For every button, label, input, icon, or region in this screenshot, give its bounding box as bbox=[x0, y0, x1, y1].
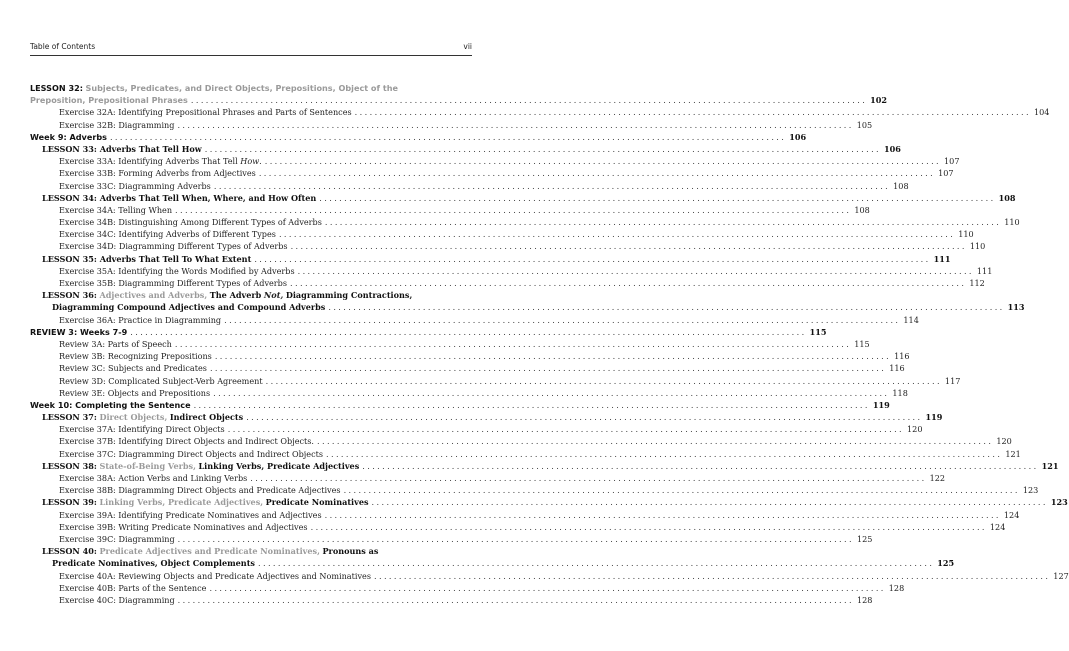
toc-review-3 bbox=[30, 326, 827, 338]
toc-review-item bbox=[30, 375, 961, 387]
lesson-topic: Adjectives and Adverbs, bbox=[99, 290, 208, 301]
dot-leader: ........................................................................................................................................ bbox=[175, 204, 852, 215]
exercise-label: Exercise 39C: Diagramming bbox=[59, 533, 175, 544]
toc-exercise bbox=[30, 228, 974, 240]
toc-lesson-32-cont bbox=[30, 94, 888, 106]
entry-page: 124 bbox=[989, 521, 1006, 532]
exercise-label: Exercise 37C: Diagramming Direct Objects and Indirect Objects bbox=[59, 448, 324, 459]
toc-exercise bbox=[30, 167, 954, 179]
header-rule bbox=[30, 55, 472, 56]
toc-lesson-32 bbox=[30, 82, 470, 94]
exercise-label: Exercise 40C: Diagramming bbox=[59, 594, 175, 605]
lesson-label: LESSON 34: Adverbs That Tell When, Where, and How Often bbox=[42, 192, 317, 203]
toc-lesson-39: LESSON 39: Linking Verbs, Predicate Adjectives, Predicate Nominatives ........................................................................................................................................ 123 bbox=[42, 497, 1068, 508]
running-head-title: Table of Contents bbox=[30, 42, 96, 51]
exercise-label: Exercise 35B: Diagramming Different Types of Adverbs bbox=[59, 278, 288, 288]
entry-page: 120 bbox=[907, 424, 923, 435]
lesson-label: LESSON 33: Adverbs That Tell How bbox=[42, 143, 202, 154]
toc-exercise bbox=[30, 594, 873, 606]
toc-exercise bbox=[30, 180, 909, 192]
toc-exercise bbox=[30, 570, 1069, 582]
toc-exercise bbox=[30, 240, 986, 252]
toc-lesson-33 bbox=[30, 143, 901, 155]
exercise-label: Exercise 40B: Parts of the Sentence bbox=[59, 582, 207, 593]
entry-page: 125 bbox=[937, 558, 955, 569]
toc-review-item bbox=[30, 350, 910, 362]
week-label: Week 9: Adverbs bbox=[30, 131, 107, 142]
toc-exercise bbox=[30, 484, 1039, 496]
toc-exercise bbox=[30, 277, 985, 289]
review-label: REVIEW 3: Weeks 7-9 bbox=[30, 326, 128, 337]
toc-exercise bbox=[30, 265, 993, 277]
toc-lesson-40: LESSON 40: Predicate Adjectives and Predicate Nominatives, Pronouns as bbox=[42, 546, 379, 557]
exercise-label: Exercise 39B: Writing Predicate Nominatives and Adjectives bbox=[59, 521, 308, 532]
toc-week-10 bbox=[30, 399, 890, 411]
entry-page: 122 bbox=[929, 473, 946, 483]
dot-leader: ........................................................................................................................................ bbox=[213, 387, 890, 398]
exercise-label: Exercise 34A: Telling When bbox=[59, 204, 173, 215]
entry-page: 104 bbox=[1033, 107, 1050, 118]
toc-lesson-36: LESSON 36: Adjectives and Adverbs, The Adverb Not, Diagramming Contractions, bbox=[42, 290, 413, 301]
dot-leader: ........................................................................................................................................ bbox=[254, 253, 931, 264]
dot-leader: ........................................................................................................................................ bbox=[264, 156, 942, 167]
dot-leader: ........................................................................................................................................ bbox=[193, 399, 870, 410]
toc-exercise bbox=[30, 533, 873, 545]
toc-lesson-38: LESSON 38: State-of-Being Verbs, Linking Verbs, Predicate Adjectives ........................................................................................................................................ 121 bbox=[42, 460, 1059, 471]
entry-page: 120 bbox=[996, 436, 1012, 447]
entry-page: 107 bbox=[938, 168, 954, 179]
lesson-topic: Predicate Adjectives and Predicate Nominatives, bbox=[99, 546, 320, 557]
toc-week-9 bbox=[30, 131, 807, 143]
dot-leader: ........................................................................................................................................ bbox=[213, 180, 891, 191]
entry-page: 118 bbox=[892, 387, 908, 398]
dot-leader: ........................................................................................................................................ bbox=[209, 582, 886, 593]
review-item-label: Review 3B: Recognizing Prepositions bbox=[59, 351, 212, 362]
lesson-prefix: LESSON 36: bbox=[42, 290, 97, 301]
lesson-prefix: LESSON 40: bbox=[42, 546, 97, 557]
toc-exercise bbox=[30, 423, 923, 435]
dot-leader: ........................................................................................................................................ bbox=[174, 338, 852, 349]
toc-exercise bbox=[30, 204, 870, 216]
toc-lesson-34 bbox=[30, 192, 1016, 204]
lesson-prefix: LESSON 39: bbox=[42, 497, 97, 508]
entry-page: 127 bbox=[1053, 570, 1069, 581]
lesson-prefix: LESSON 32: bbox=[30, 83, 83, 93]
entry-page: 128 bbox=[888, 582, 905, 593]
entry-page: 121 bbox=[1041, 460, 1059, 471]
lesson-label: LESSON 35: Adverbs That Tell To What Extent bbox=[42, 253, 252, 264]
dot-leader: ........................................................................................................................................ bbox=[250, 473, 927, 483]
exercise-label: Exercise 32B: Diagramming bbox=[59, 119, 175, 130]
dot-leader: ........................................................................................................................................ bbox=[371, 497, 1048, 508]
dot-leader: ........................................................................................................................................ bbox=[177, 119, 854, 130]
entry-page: 110 bbox=[958, 229, 974, 240]
entry-page: 111 bbox=[933, 253, 951, 264]
toc-exercise bbox=[30, 448, 1021, 460]
exercise-label: Exercise 39A: Identifying Predicate Nominatives and Adjectives bbox=[59, 509, 322, 520]
page-number: vii bbox=[463, 42, 472, 51]
dot-leader: ........................................................................................................................................ bbox=[177, 594, 854, 605]
entry-page: 106 bbox=[884, 143, 901, 154]
entry-page: 123 bbox=[1050, 497, 1068, 508]
dot-leader: ........................................................................................................................................ bbox=[177, 533, 854, 544]
dot-leader: ........................................................................................................................................ bbox=[290, 278, 967, 288]
dot-leader: ........................................................................................................................................ bbox=[258, 168, 936, 179]
toc-exercise bbox=[30, 119, 873, 131]
exercise-label: Exercise 33A: Identifying Adverbs That Tell How. bbox=[59, 156, 262, 167]
entry-page: 113 bbox=[1007, 302, 1025, 313]
exercise-label: Exercise 37A: Identifying Direct Objects bbox=[59, 424, 225, 435]
dot-leader: ........................................................................................................................................ bbox=[109, 131, 787, 142]
exercise-label: Exercise 40A: Reviewing Objects and Predicate Adjectives and Nominatives bbox=[59, 570, 371, 581]
dot-leader: ........................................................................................................................................ bbox=[310, 521, 987, 532]
dot-leader: ........................................................................................................................................ bbox=[354, 107, 1031, 118]
review-item-label: Review 3A: Parts of Speech bbox=[59, 338, 172, 349]
dot-leader: ........................................................................................................................................ bbox=[246, 412, 923, 423]
toc-exercise bbox=[30, 472, 946, 484]
lesson-prefix: LESSON 37: bbox=[42, 412, 97, 423]
entry-page: 125 bbox=[856, 533, 873, 544]
toc-exercise bbox=[30, 521, 1006, 533]
toc-lesson-35 bbox=[30, 253, 951, 265]
entry-page: 110 bbox=[1004, 217, 1020, 228]
dot-leader: ........................................................................................................................................ bbox=[258, 558, 935, 569]
toc-exercise bbox=[30, 435, 1012, 447]
entry-page: 115 bbox=[809, 326, 827, 337]
dot-leader: ........................................................................................................................................ bbox=[319, 192, 996, 203]
dot-leader: ........................................................................................................................................ bbox=[324, 509, 1001, 520]
toc-review-item bbox=[30, 338, 870, 350]
toc-review-item bbox=[30, 362, 905, 374]
exercise-label: Exercise 38B: Diagramming Direct Objects and Predicate Adjectives bbox=[59, 485, 341, 496]
lesson-label-cont: Predicate Nominatives, Object Complements bbox=[52, 558, 255, 569]
dot-leader: ........................................................................................................................................ bbox=[317, 436, 994, 447]
review-item-label: Review 3C: Subjects and Predicates bbox=[59, 363, 207, 374]
exercise-label: Exercise 37B: Identifying Direct Objects and Indirect Objects. bbox=[59, 436, 315, 447]
dot-leader: ........................................................................................................................................ bbox=[328, 302, 1005, 313]
entry-page: 116 bbox=[894, 351, 910, 362]
entry-page: 119 bbox=[925, 412, 943, 423]
entry-page: 102 bbox=[870, 95, 888, 106]
dot-leader: ........................................................................................................................................ bbox=[278, 229, 956, 240]
review-item-label: Review 3E: Objects and Prepositions bbox=[59, 387, 211, 398]
toc-exercise bbox=[30, 582, 905, 594]
exercise-label: Exercise 36A: Practice in Diagramming bbox=[59, 314, 222, 325]
toc-exercise bbox=[30, 106, 1050, 118]
entry-page: 108 bbox=[854, 204, 870, 215]
exercise-label: Exercise 35A: Identifying the Words Modified by Adverbs bbox=[59, 265, 295, 276]
lesson-topic: Direct Objects, bbox=[99, 412, 168, 423]
entry-page: 124 bbox=[1003, 509, 1020, 520]
exercise-label: Exercise 34D: Diagramming Different Types of Adverbs bbox=[59, 241, 288, 252]
exercise-label: Exercise 34C: Identifying Adverbs of Different Types bbox=[59, 229, 276, 240]
dot-leader: ........................................................................................................................................ bbox=[362, 460, 1039, 471]
toc-exercise bbox=[30, 314, 919, 326]
lesson-topic: Linking Verbs, Predicate Adjectives, bbox=[99, 497, 264, 508]
toc-review-item bbox=[30, 387, 908, 399]
exercise-label: Exercise 33B: Forming Adverbs from Adjectives bbox=[59, 168, 256, 179]
week-label: Week 10: Completing the Sentence bbox=[30, 399, 191, 410]
dot-leader: ........................................................................................................................................ bbox=[326, 448, 1003, 459]
entry-page: 105 bbox=[856, 119, 873, 130]
exercise-label: Exercise 32A: Identifying Prepositional Phrases and Parts of Sentences bbox=[59, 107, 352, 118]
entry-page: 128 bbox=[856, 594, 873, 605]
dot-leader: ........................................................................................................................................ bbox=[343, 485, 1020, 496]
dot-leader: ........................................................................................................................................ bbox=[190, 95, 868, 106]
dot-leader: ........................................................................................................................................ bbox=[297, 265, 974, 276]
toc-lesson-37: LESSON 37: Direct Objects, Indirect Objects ........................................................................................................................................ 119 bbox=[42, 412, 943, 423]
toc-exercise bbox=[30, 155, 960, 167]
entry-page: 116 bbox=[889, 363, 905, 374]
entry-page: 112 bbox=[969, 278, 985, 288]
lesson-topic: Subjects, Predicates, and Direct Objects, Prepositions, Object of the bbox=[85, 83, 398, 93]
dot-leader: ........................................................................................................................................ bbox=[324, 217, 1002, 228]
entry-page: 119 bbox=[872, 399, 890, 410]
toc-lesson-40-cont bbox=[30, 557, 955, 569]
toc-lesson-36-cont bbox=[30, 301, 1025, 313]
entry-page: 111 bbox=[976, 265, 993, 276]
dot-leader: ........................................................................................................................................ bbox=[130, 326, 807, 337]
dot-leader: ........................................................................................................................................ bbox=[209, 363, 887, 374]
toc-exercise bbox=[30, 509, 1020, 521]
dot-leader: ........................................................................................................................................ bbox=[224, 314, 901, 325]
dot-leader: ........................................................................................................................................ bbox=[265, 375, 942, 386]
entry-page: 110 bbox=[969, 241, 986, 252]
entry-page: 106 bbox=[789, 131, 807, 142]
dot-leader: ........................................................................................................................................ bbox=[204, 143, 882, 154]
entry-page: 115 bbox=[854, 338, 870, 349]
lesson-prefix: LESSON 38: bbox=[42, 460, 97, 471]
lesson-topic-cont: Preposition, Prepositional Phrases bbox=[30, 95, 188, 106]
entry-page: 107 bbox=[944, 156, 960, 167]
entry-page: 117 bbox=[944, 375, 961, 386]
lesson-topic: State-of-Being Verbs, bbox=[99, 460, 196, 471]
lesson-label-cont: Diagramming Compound Adjectives and Compound Adverbs bbox=[52, 302, 326, 313]
entry-page: 114 bbox=[903, 314, 919, 325]
entry-page: 108 bbox=[893, 180, 909, 191]
exercise-label: Exercise 33C: Diagramming Adverbs bbox=[59, 180, 211, 191]
toc-exercise bbox=[30, 216, 1020, 228]
entry-page: 123 bbox=[1022, 485, 1039, 496]
entry-page: 108 bbox=[998, 192, 1016, 203]
exercise-label: Exercise 38A: Action Verbs and Linking Verbs bbox=[59, 473, 248, 483]
entry-page: 121 bbox=[1005, 448, 1021, 459]
dot-leader: ........................................................................................................................................ bbox=[227, 424, 905, 435]
review-item-label: Review 3D: Complicated Subject-Verb Agreement bbox=[59, 375, 263, 386]
dot-leader: ........................................................................................................................................ bbox=[214, 351, 892, 362]
table-of-contents bbox=[30, 82, 1069, 606]
dot-leader: ........................................................................................................................................ bbox=[290, 241, 967, 252]
dot-leader: ........................................................................................................................................ bbox=[374, 570, 1051, 581]
exercise-label: Exercise 34B: Distinguishing Among Different Types of Adverbs bbox=[59, 217, 322, 228]
